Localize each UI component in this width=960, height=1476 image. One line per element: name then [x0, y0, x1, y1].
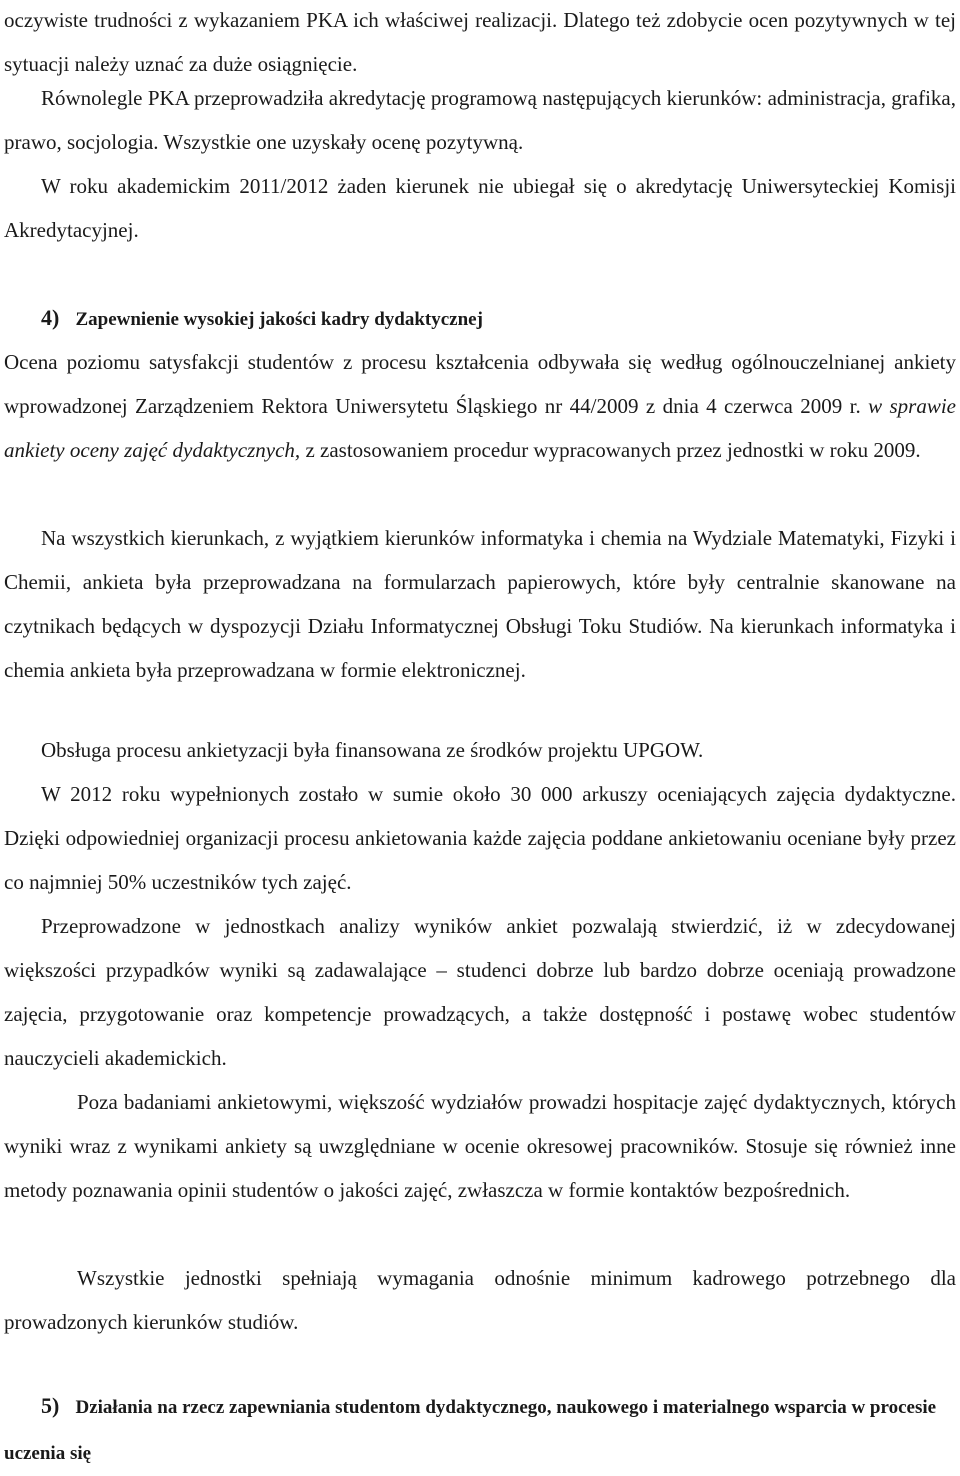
section-5-title: Działania na rzecz zapewniania studentom dydaktycznego, naukowego i materialnego wsparcia w procesie uczenia się — [4, 1397, 937, 1464]
section-4-number: 4) — [41, 305, 60, 330]
section-4-heading — [41, 296, 941, 342]
survey-title-italic: w sprawie ankiety oceny zajęć dydaktycznych, — [4, 394, 957, 462]
section-5-number: 5) — [41, 1393, 60, 1418]
section-5-heading — [4, 1384, 956, 1476]
paragraph-paper-forms: Na wszystkich kierunkach, z wyjątkiem kierunków informatyka i chemia na Wydziale Matematyki, Fizyki i Chemii, ankieta była przeprowadzana na formularzach papierowych, które były centralnie skanowane na czytnikach będących w dyspozycji Działu Informatycznej Obsługi Toku Studiów. Na kierunkach informatyka i chemia ankieta była przeprowadzana w formie elektronicznej. — [4, 526, 956, 682]
paragraph-inspections: Poza badaniami ankietowymi, większość wydziałów prowadzi hospitacje zajęć dydaktycznych, których wyniki wraz z wynikami ankiety są uwzględniane w ocenie okresowej pracowników. Stosuje się również inne metody poznawania opinii studentów o jakości zajęć, zwłaszcza w formie kontaktów bezpośrednich. — [4, 1090, 956, 1202]
paragraph-2012-sheets: W 2012 roku wypełnionych zostało w sumie około 30 000 arkuszy oceniających zajęcia dydaktyczne. Dzięki odpowiedniej organizacji procesu ankietowania każde zajęcia poddane ankietowaniu oceniane były przez co najmniej 50% uczestników tych zajęć. — [4, 782, 956, 894]
paragraph-ukaa: W roku akademickim 2011/2012 żaden kierunek nie ubiegał się o akredytację Uniwersyteckiej Komisji Akredytacyjnej. — [4, 174, 956, 242]
paragraph-survey-rules — [4, 340, 956, 472]
paragraph-intro: oczywiste trudności z wykazaniem PKA ich właściwej realizacji. Dlatego też zdobycie ocen pozytywnych w tej sytuacji należy uznać za duże osiągnięcie. — [4, 8, 956, 76]
paragraph-upgow: Obsługa procesu ankietyzacji była finansowana ze środków projektu UPGOW. — [41, 738, 704, 762]
paragraph-pka-accreditation: Równolegle PKA przeprowadziła akredytację programową następujących kierunków: administracja, grafika, prawo, socjologia. Wszystkie one uzyskały ocenę pozytywną. — [4, 86, 956, 154]
paragraph-staffing-minimum: Wszystkie jednostki spełniają wymagania odnośnie minimum kadrowego potrzebnego dla prowadzonych kierunków studiów. — [4, 1266, 956, 1334]
paragraph-survey-rules-text-a: Ocena poziomu satysfakcji studentów z procesu kształcenia odbywała się według ogólnouczelnianej ankiety wprowadzonej Zarządzeniem Rektora Uniwersytetu Śląskiego nr 44/2009 z dnia 4 czerwca 2009 r. — [4, 350, 956, 418]
paragraph-analysis: Przeprowadzone w jednostkach analizy wyników ankiet pozwalają stwierdzić, iż w zdecydowanej większości przypadków wyniki są zadawalające – studenci dobrze lub bardzo dobrze oceniają prowadzone zajęcia, przygotowanie oraz kompetencje prowadzących, a także dostępność i postawę wobec studentów nauczycieli akademickich. — [4, 914, 956, 1070]
paragraph-survey-rules-text-b: z zastosowaniem procedur wypracowanych przez jednostki w roku 2009. — [300, 438, 921, 462]
section-4-title: Zapewnienie wysokiej jakości kadry dydaktycznej — [75, 309, 483, 330]
